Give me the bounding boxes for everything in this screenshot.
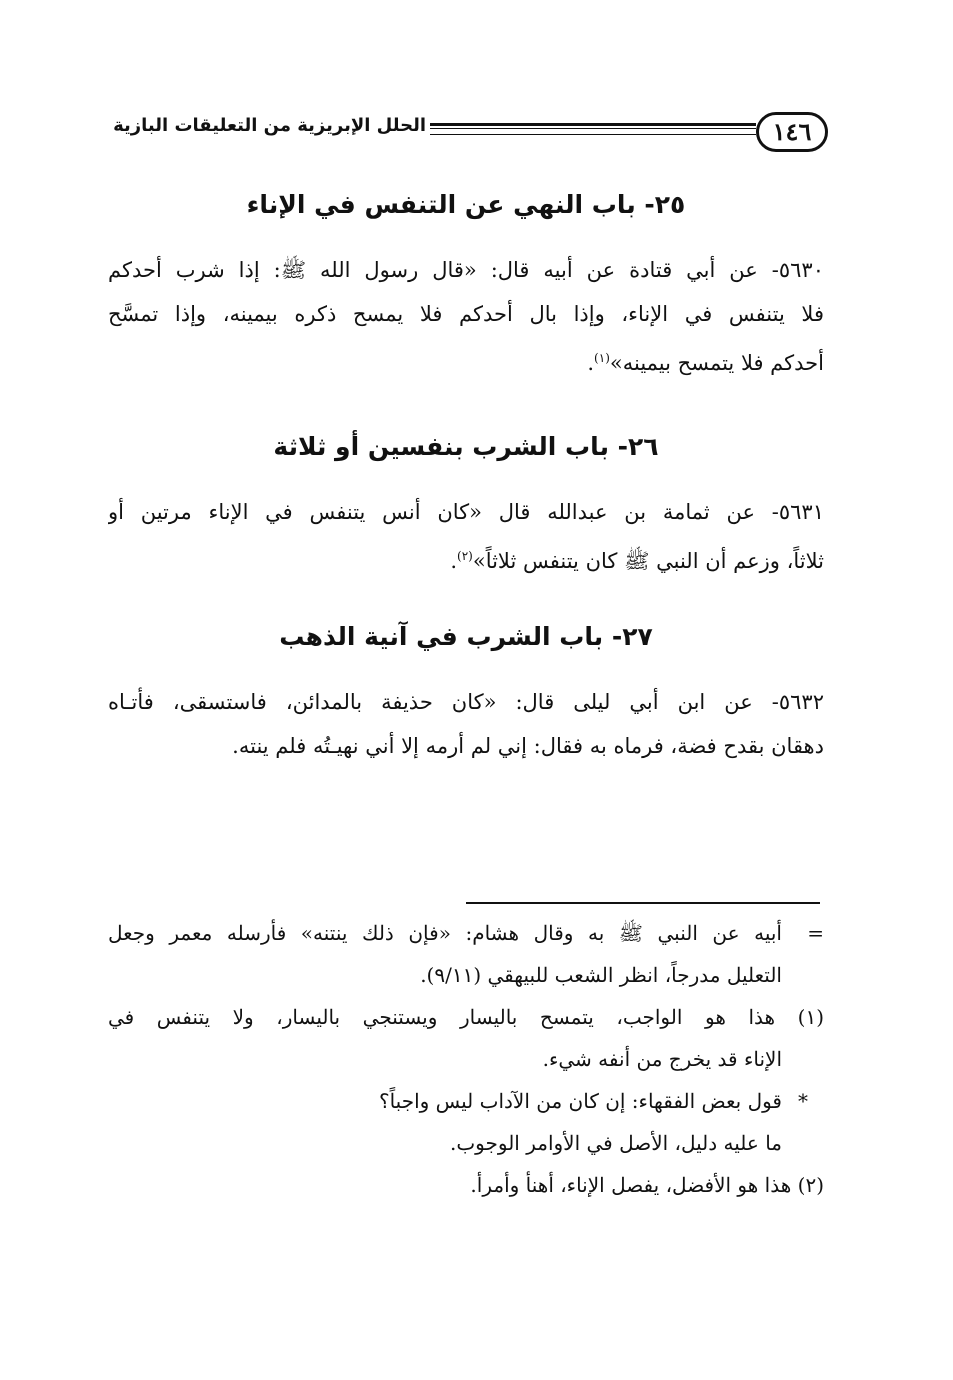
- text-line: [108, 336, 824, 380]
- page-number: ١٤٦: [756, 112, 828, 152]
- star-note-line: ما عليه دليل، الأصل في الأوامر الوجوب.: [449, 1131, 782, 1155]
- star-mark: *: [798, 1089, 808, 1113]
- footnote-ref-1: (١): [594, 351, 610, 365]
- period: .: [587, 351, 595, 375]
- footnote-ref-2: (٢): [457, 549, 473, 563]
- star-note-line: [108, 1080, 824, 1122]
- footnotes: [108, 912, 824, 1206]
- chapter-heading-26: ٢٦- باب الشرب بنفسين أو ثلاثة: [273, 432, 659, 461]
- period: .: [450, 549, 458, 573]
- text-span: قول بعض الفقهاء: إن كان من الآداب ليس واجباً؟: [378, 1089, 782, 1113]
- chapter-heading-25: ٢٥- باب النهي عن التنفس في الإناء: [246, 190, 686, 219]
- footnote-1-line: الإناء قد يخرج من أنفه شيء.: [542, 1047, 782, 1071]
- hadith-5631: [108, 490, 824, 578]
- footnote-2-line: (٢) هذا هو الأفضل، يفصل الإناء، أهنأ وأمرأ.: [470, 1173, 824, 1197]
- hadith-5632: [108, 680, 824, 768]
- text-line: [108, 534, 824, 578]
- text-span: ثلاثاً، وزعم أن النبي ﷺ كان يتنفس ثلاثاً»: [472, 549, 824, 573]
- text-line: ٥٦٣٠- عن أبي قتادة عن أبيه قال: «قال رسول الله ﷺ: إذا شرب أحدكم: [108, 258, 824, 282]
- text-line: دهقان بقدح فضة، فرماه به فقال: إني لم أرمه إلا أني نهيـتُه فلم ينته.: [232, 734, 824, 758]
- footnote-separator: [466, 902, 820, 904]
- text-span: أحدكم فلا يتمسح بيمينه»: [609, 351, 824, 375]
- footnote-line: [108, 912, 824, 954]
- text-line: فلا يتنفس في الإناء، وإذا بال أحدكم فلا يمسح ذكره بيمينه، وإذا تمسَّح: [108, 302, 824, 326]
- footnote-line: التعليل مدرجاً، انظر الشعب للبيهقي (٩/١١).: [420, 963, 782, 987]
- footnote-1-line: (١) هذا هو الواجب، يتمسح باليسار ويستنجي باليسار، ولا يتنفس في: [108, 1005, 824, 1029]
- hadith-5630: [108, 248, 824, 380]
- text-line: ٥٦٣١- عن ثمامة بن عبدالله قال «كان أنس يتنفس في الإناء مرتين أو: [108, 500, 824, 524]
- chapter-heading-27: ٢٧- باب الشرب في آنية الذهب: [279, 622, 653, 651]
- running-header: [108, 110, 828, 162]
- continuation-mark: =: [807, 921, 824, 945]
- text-line: ٥٦٣٢- عن ابن أبي ليلى قال: «كان حذيفة بالمدائن، فاستسقى، فأتـاه: [108, 690, 824, 714]
- text-span: أبيه عن النبي ﷺ به وقال هشام: «فإن ذلك ينتنه» فأرسله معمر وجعل: [108, 921, 782, 945]
- running-title: الحلل الإبريزية من التعليقات البازية: [113, 115, 426, 136]
- header-rule: [430, 123, 756, 135]
